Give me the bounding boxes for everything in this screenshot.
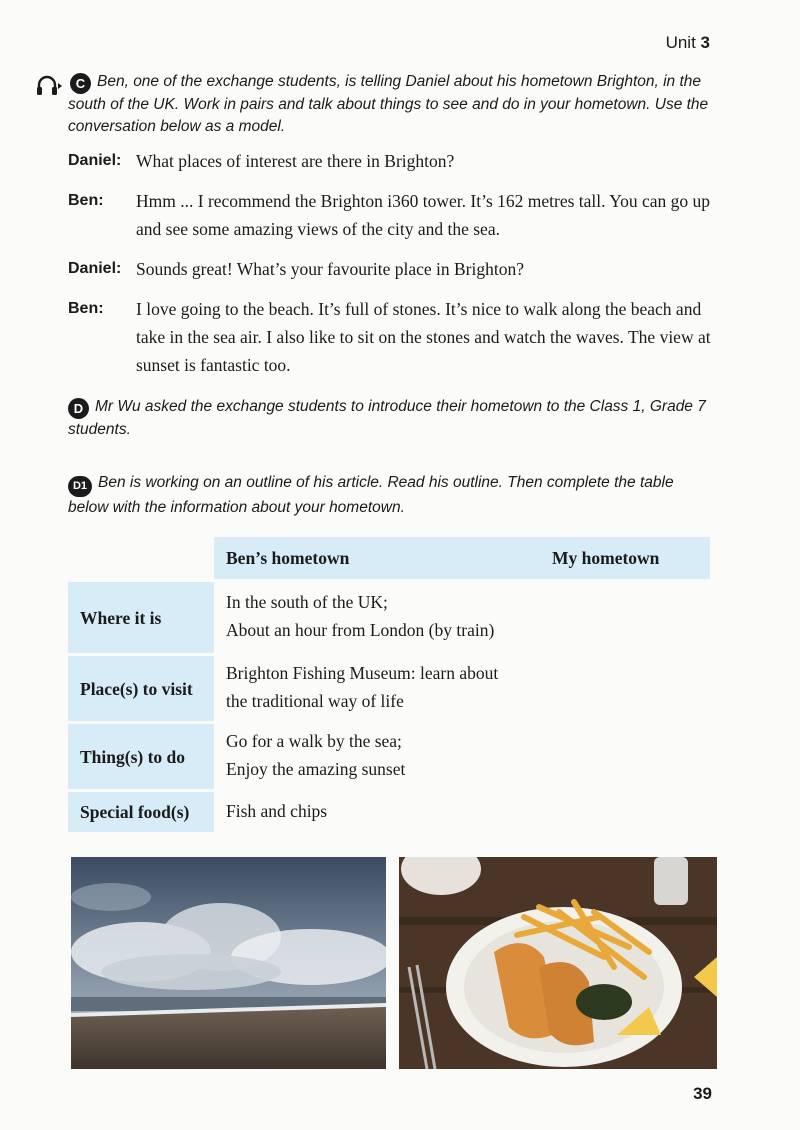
- my-hometown-cell[interactable]: [540, 579, 710, 653]
- speech: Sounds great! What’s your favourite place in Brighton?: [136, 259, 524, 279]
- task-d1-instruction: Ben is working on an outline of his article. Read his outline. Then complete the table below with the information about your hometown.: [68, 474, 674, 516]
- cell-line: Brighton Fishing Museum: learn about: [226, 663, 499, 683]
- table-row: [68, 789, 710, 832]
- cell-line: Enjoy the amazing sunset: [226, 759, 406, 779]
- speech: I love going to the beach. It’s full of stones. It’s nice to walk along the beach and take in the sea air. I also like to sit on the stones and watch the waves. The view at sunset is fantastic too.: [136, 299, 711, 375]
- table-header-row: [68, 537, 710, 579]
- task-d-instruction: Mr Wu asked the exchange students to introduce their hometown to the Class 1, Grade 7 students.: [68, 398, 706, 438]
- my-hometown-cell[interactable]: [540, 653, 710, 721]
- bens-cell: [214, 721, 540, 789]
- task-d-badge: D: [68, 398, 89, 419]
- cell-line: the traditional way of life: [226, 691, 404, 711]
- cell-line: In the south of the UK;: [226, 592, 388, 612]
- col-header-bens-hometown: Ben’s hometown: [214, 537, 540, 579]
- table-row: [68, 653, 710, 721]
- task-d1: [68, 472, 718, 519]
- headphones-icon: [36, 74, 62, 96]
- bens-cell: [214, 789, 540, 832]
- row-label: Special food(s): [68, 789, 214, 832]
- task-c-instruction: Ben, one of the exchange students, is telling Daniel about his hometown Brighton, in the south of the UK. Work in pairs and talk about things to see and do in your hometown. Use the conversation below as a model.: [68, 73, 709, 135]
- my-hometown-cell[interactable]: [540, 721, 710, 789]
- my-hometown-cell[interactable]: [540, 789, 710, 832]
- table-row: [68, 579, 710, 653]
- speech: Hmm ... I recommend the Brighton i360 tower. It’s 162 metres tall. You can go up and see some amazing views of the city and the sea.: [136, 191, 711, 239]
- task-d1-badge: D1: [68, 476, 92, 497]
- task-d: [68, 396, 718, 441]
- unit-text: Unit: [665, 33, 696, 52]
- corner-cell: [68, 537, 214, 579]
- dialogue-line: [68, 187, 718, 243]
- speech: What places of interest are there in Brighton?: [136, 151, 455, 171]
- unit-label: [666, 33, 710, 53]
- speaker: Ben:: [68, 300, 104, 317]
- page-number: 39: [693, 1084, 712, 1103]
- cell-line: Go for a walk by the sea;: [226, 731, 402, 751]
- row-label: Thing(s) to do: [68, 721, 214, 789]
- dialogue-line: [68, 255, 718, 283]
- task-c-badge: C: [70, 73, 91, 94]
- dialogue-line: [68, 295, 718, 379]
- cell-line: About an hour from London (by train): [226, 620, 495, 640]
- fish-and-chips-photo: [399, 857, 717, 1069]
- bens-cell: [214, 579, 540, 653]
- task-c: [68, 71, 718, 138]
- bens-cell: [214, 653, 540, 721]
- speaker: Daniel:: [68, 260, 122, 277]
- outline-table: [68, 537, 710, 832]
- col-header-my-hometown: My hometown: [540, 537, 710, 579]
- unit-number: 3: [700, 33, 710, 52]
- table-row: [68, 721, 710, 789]
- speaker: Ben:: [68, 192, 104, 209]
- dialogue-line: [68, 147, 718, 175]
- beach-photo: [71, 857, 386, 1069]
- row-label: Where it is: [68, 579, 214, 653]
- dialogue: [68, 147, 718, 391]
- row-label: Place(s) to visit: [68, 653, 214, 721]
- speaker: Daniel:: [68, 152, 122, 169]
- cell-line: Fish and chips: [226, 800, 328, 821]
